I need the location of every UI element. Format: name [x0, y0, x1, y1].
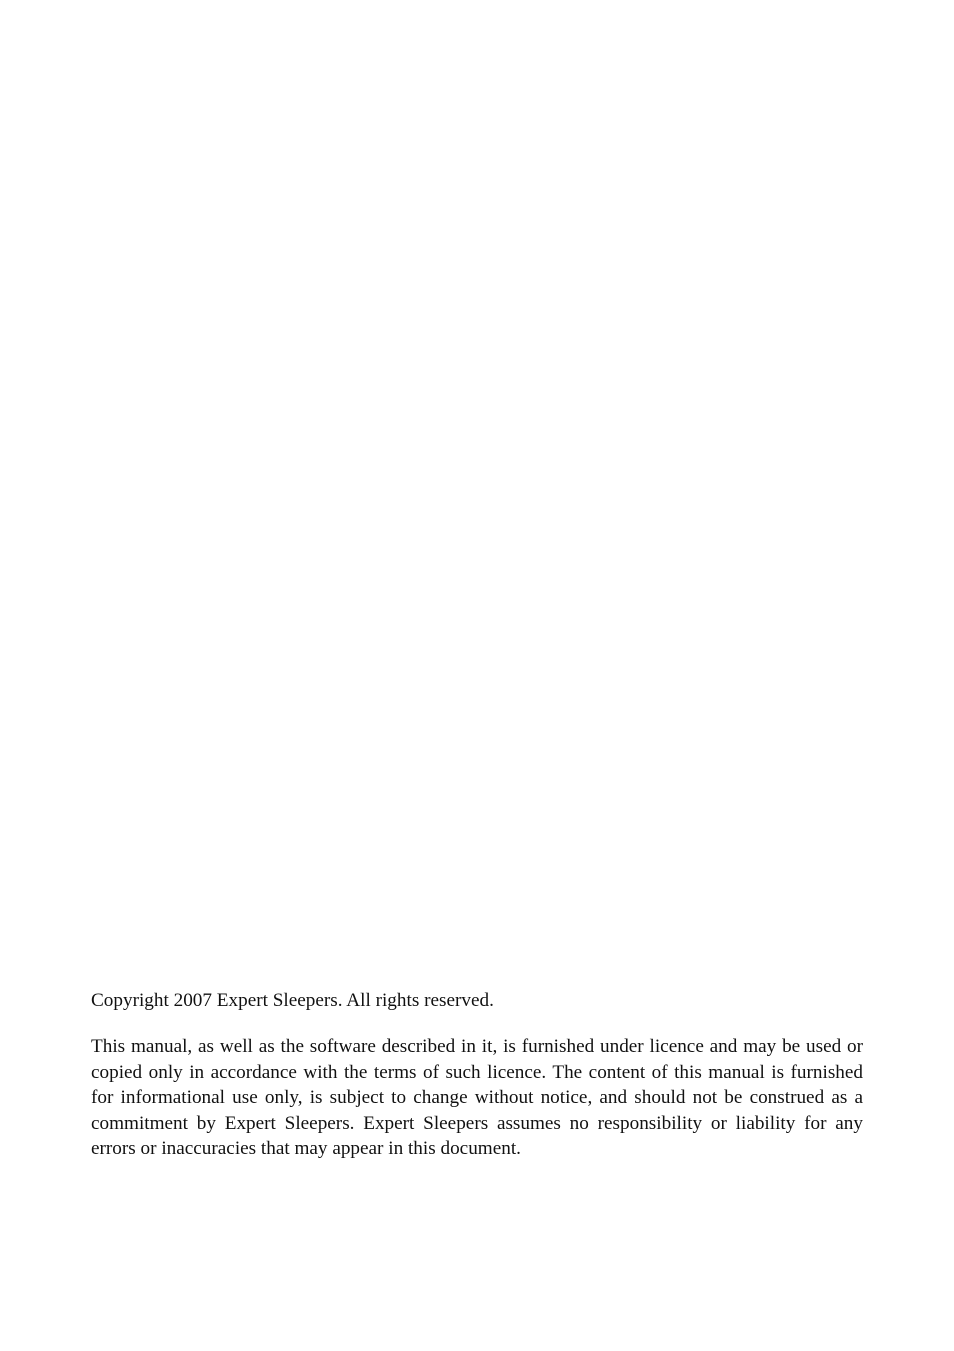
- legal-notice-block: [91, 988, 863, 1161]
- licence-disclaimer-paragraph: This manual, as well as the software described in it, is furnished under licence and may be used or copied only in accordance with the terms of such licence. The content of this manual is furnished for informational use only, is subject to change without notice, and should not be construed as a commitment by Expert Sleepers. Expert Sleepers assumes no responsibility or liability for any errors or inaccuracies that may appear in this document.: [91, 1036, 863, 1160]
- copyright-line: Copyright 2007 Expert Sleepers. All rights reserved.: [91, 990, 494, 1011]
